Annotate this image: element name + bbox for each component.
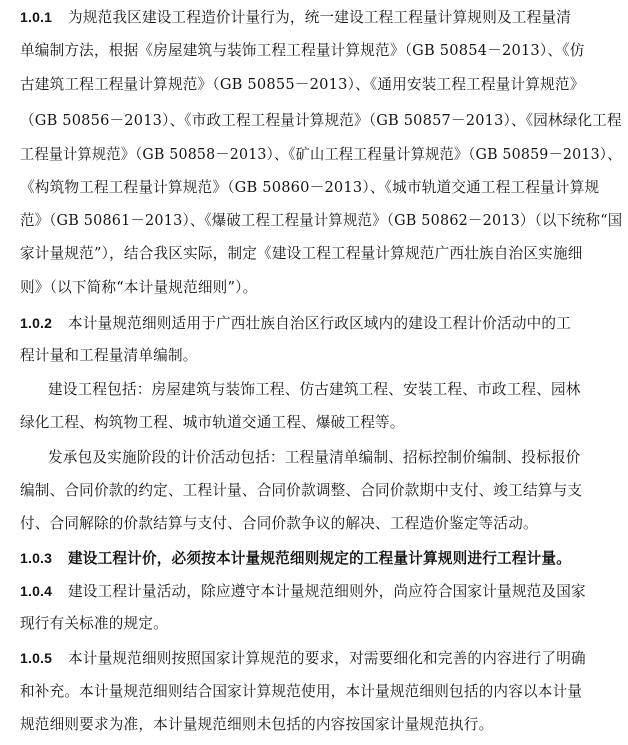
clause-1-0-5-line-3: 规范细则要求为准，本计量规范细则未包括的内容按国家计量规范执行。 [20, 716, 494, 733]
clause-1-0-2-para-1-line-2: 绿化工程、构筑物工程、城市轨道交通工程、爆破工程等。 [20, 414, 405, 431]
clause-1-0-2-line-1 [20, 313, 571, 334]
clause-text: 为规范我区建设工程造价计量行为，统一建设工程工程量计算规则及工程量清 [68, 9, 571, 26]
clause-text: 建设工程计量活动，除应遵守本计量规范细则外，尚应符合国家计量规范及国家 [68, 583, 586, 600]
clause-number: 1.0.3 [20, 550, 53, 566]
clause-1-0-5-line-2: 和补充。本计量规范细则结合国家计算规范使用，本计量规范细则包括的内容以本计量 [20, 683, 583, 700]
clause-1-0-1-line-7: 范》（GB 50861－2013）、《爆破工程工程量计算规范》（GB 50862－2013）（以下统称“国 [20, 212, 623, 229]
clause-1-0-2-line-2: 程计量和工程量清单编制。 [20, 347, 198, 364]
clause-1-0-1-line-4: （GB 50856－2013）、《市政工程工程量计算规范》（GB 50857－2013）、《园林绿化工程 [20, 112, 622, 129]
clause-1-0-2-para-2-line-2: 编制、合同价款的约定、工程计量、合同价款调整、合同价款期中支付、竣工结算与支 [20, 482, 583, 499]
clause-1-0-2-para-2-line-1: 发承包及实施阶段的计价活动包括：工程量清单编制、招标控制价编制、投标报价 [48, 449, 581, 466]
clause-1-0-3-line-1 [20, 548, 571, 569]
clause-number: 1.0.2 [20, 315, 53, 331]
clause-number: 1.0.1 [20, 9, 53, 25]
clause-number: 1.0.5 [20, 650, 53, 666]
clause-1-0-1-line-5: 工程量计算规范》（GB 50858－2013）、《矿山工程工程量计算规范》（GB 50859－2013）、 [20, 146, 622, 163]
clause-1-0-1-line-6: 《构筑物工程工程量计算规范》（GB 50860－2013）、《城市轨道交通工程工程量计算规 [20, 179, 600, 196]
clause-1-0-2-para-1-line-1: 建设工程包括：房屋建筑与装饰工程、仿古建筑工程、安装工程、市政工程、园林 [48, 381, 581, 398]
clause-text: 本计量规范细则适用于广西壮族自治区行政区域内的建设工程计价活动中的工 [68, 315, 571, 332]
clause-1-0-1-line-1 [20, 7, 571, 28]
clause-text: 建设工程计价，必须按本计量规范细则规定的工程量计算规则进行工程计量。 [68, 550, 571, 567]
clause-number: 1.0.4 [20, 583, 53, 599]
clause-1-0-4-line-1 [20, 581, 586, 602]
clause-1-0-5-line-1 [20, 648, 586, 669]
clause-1-0-2-para-2-line-3: 付、合同解除的价款结算与支付、合同价款争议的解决、工程造价鉴定等活动。 [20, 515, 538, 532]
clause-1-0-1-line-8: 家计量规范”），结合我区实际，制定《建设工程工程量计算规范广西壮族自治区实施细 [20, 245, 583, 262]
clause-1-0-4-line-2: 现行有关标准的规定。 [20, 615, 168, 632]
clause-1-0-1-line-9: 则》（以下简称“本计量规范细则”）。 [20, 279, 258, 296]
clause-1-0-1-line-3: 古建筑工程工程量计算规范》（GB 50855－2013）、《通用安装工程工程量计算规范》 [20, 76, 585, 93]
clause-1-0-1-line-2: 单编制方法，根据《房屋建筑与装饰工程工程量计算规范》（GB 50854－2013）、《仿 [20, 42, 585, 59]
clause-text: 本计量规范细则按照国家计算规范的要求，对需要细化和完善的内容进行了明确 [68, 650, 586, 667]
